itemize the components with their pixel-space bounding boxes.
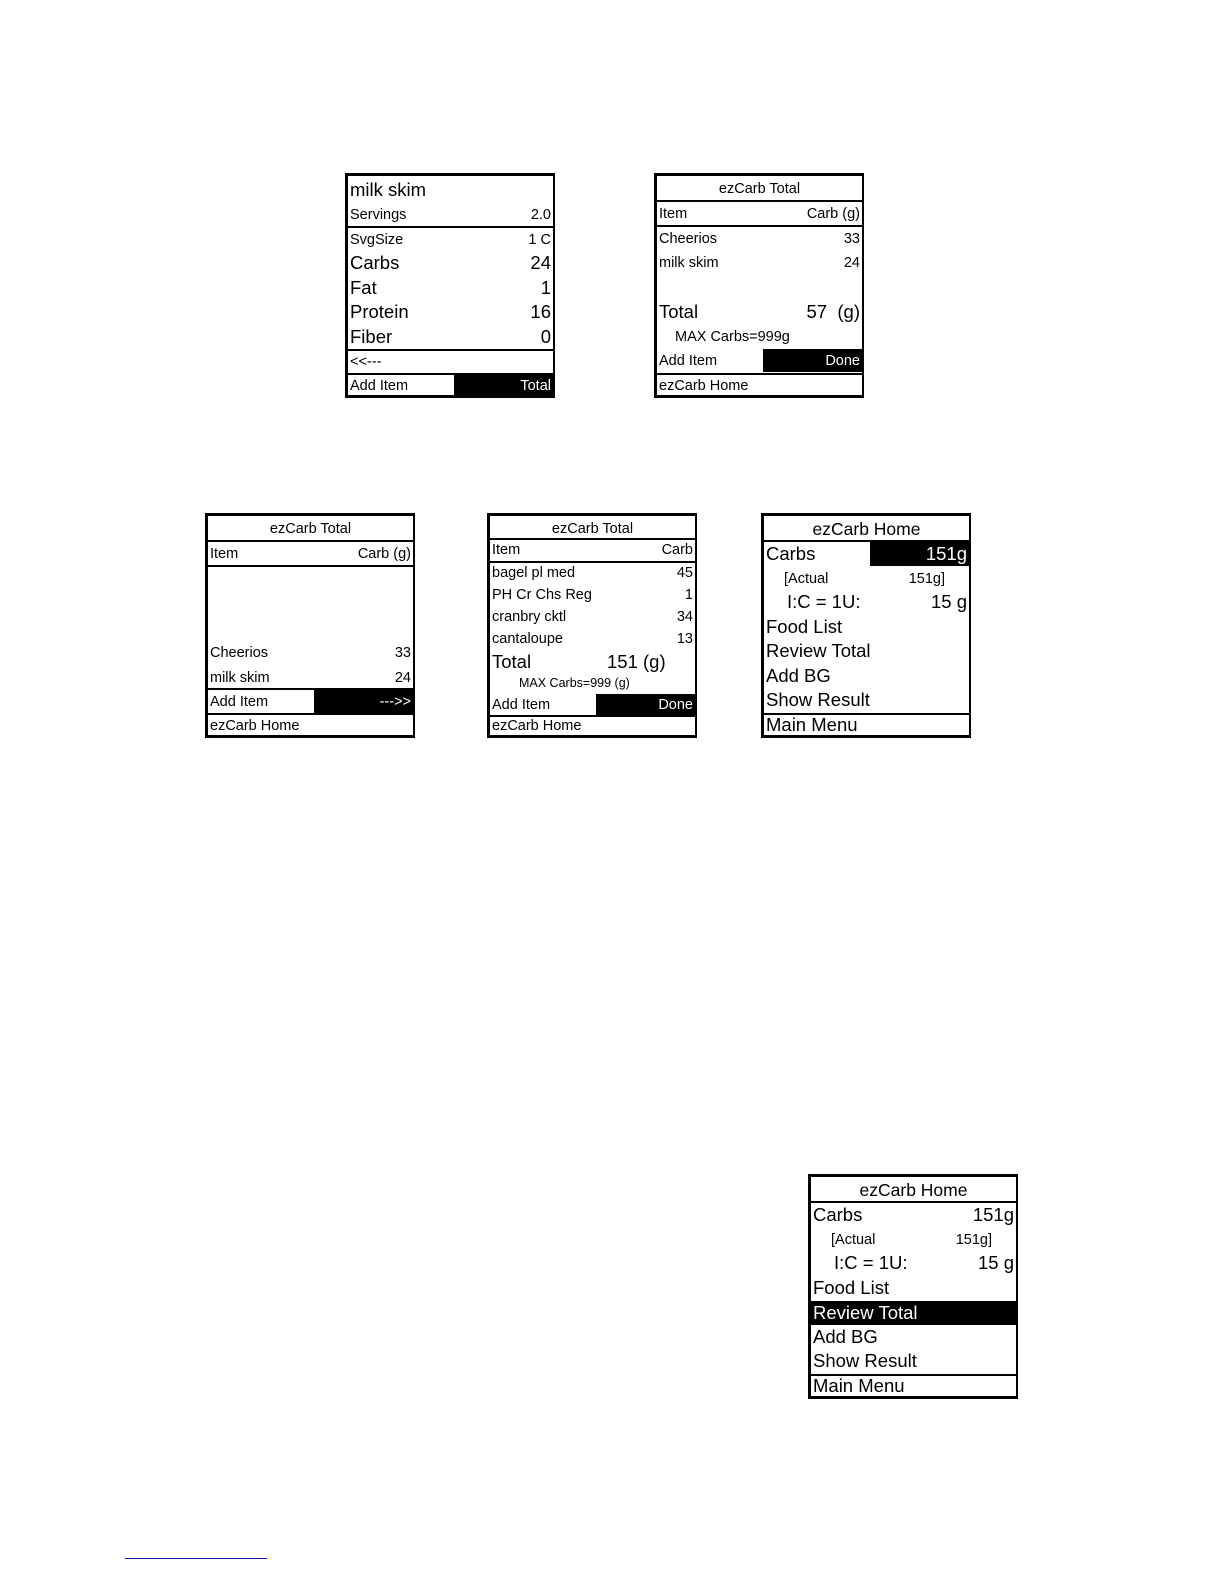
menu-item-show-result[interactable]: Show Result bbox=[766, 689, 870, 711]
done-softkey[interactable]: Done bbox=[763, 349, 862, 372]
carbs-row[interactable]: Carbs 151g bbox=[813, 1203, 1014, 1225]
total-value: 151 (g) bbox=[607, 650, 666, 672]
column-header: Item Carb (g) bbox=[659, 205, 860, 222]
list-item[interactable]: cantaloupe 13 bbox=[492, 630, 693, 647]
actual-carbs-row: [Actual 151g] bbox=[784, 570, 945, 587]
carbs-row[interactable]: Carbs 151g bbox=[766, 543, 967, 564]
menu-item-add-bg[interactable]: Add BG bbox=[766, 665, 831, 687]
home-button[interactable]: ezCarb Home bbox=[210, 717, 300, 734]
carb-total-screen bbox=[205, 513, 415, 738]
actual-carbs-row: [Actual 151g] bbox=[831, 1231, 992, 1248]
menu-item-review-total[interactable]: Review Total bbox=[766, 640, 871, 662]
food-detail-screen bbox=[345, 173, 555, 398]
carbs-value: 151g bbox=[870, 542, 969, 566]
softkey-bar bbox=[208, 690, 413, 713]
next-softkey[interactable]: --->> bbox=[314, 690, 413, 713]
list-item[interactable]: bagel pl med 45 bbox=[492, 564, 693, 581]
total-value: 57 bbox=[806, 300, 828, 322]
total-softkey[interactable]: Total bbox=[454, 375, 553, 396]
home-screen bbox=[808, 1174, 1018, 1399]
total-unit: (g) bbox=[837, 300, 860, 322]
divider bbox=[348, 226, 553, 228]
divider bbox=[657, 373, 862, 375]
main-menu-button[interactable]: Main Menu bbox=[766, 714, 858, 736]
list-item[interactable]: milk skim 24 bbox=[659, 254, 860, 271]
list-item[interactable]: Cheerios 33 bbox=[659, 230, 860, 247]
menu-item-food-list[interactable]: Food List bbox=[813, 1277, 890, 1299]
back-button[interactable]: <<--- bbox=[350, 353, 382, 370]
menu-item-food-list[interactable]: Food List bbox=[766, 616, 843, 638]
protein-row: Protein 16 bbox=[350, 301, 551, 323]
column-header: Item Carb (g) bbox=[210, 545, 411, 562]
screen-title: ezCarb Total bbox=[269, 521, 352, 538]
list-item[interactable]: Cheerios 33 bbox=[210, 644, 411, 661]
divider bbox=[490, 538, 695, 540]
divider bbox=[657, 225, 862, 227]
screen-title: ezCarb Home bbox=[812, 519, 921, 540]
screen-title: ezCarb Total bbox=[718, 181, 801, 198]
add-item-softkey[interactable]: Add Item bbox=[659, 352, 718, 369]
done-softkey[interactable]: Done bbox=[596, 694, 695, 715]
add-item-softkey[interactable]: Add Item bbox=[210, 693, 269, 710]
main-menu-button[interactable]: Main Menu bbox=[813, 1375, 905, 1397]
food-title: milk skim bbox=[350, 178, 427, 200]
ic-ratio-row: I:C = 1U: 15 g bbox=[787, 591, 967, 613]
fiber-row: Fiber 0 bbox=[350, 326, 551, 348]
screen-title: ezCarb Home bbox=[859, 1180, 968, 1201]
divider bbox=[348, 349, 553, 351]
ic-ratio-row: I:C = 1U: 15 g bbox=[834, 1252, 1014, 1274]
divider bbox=[208, 713, 413, 715]
list-item[interactable]: PH Cr Chs Reg 1 bbox=[492, 586, 693, 603]
footnote-separator bbox=[125, 1558, 267, 1559]
softkey-bar bbox=[348, 375, 553, 396]
list-item[interactable]: milk skim 24 bbox=[210, 669, 411, 686]
column-header: Item Carb bbox=[492, 542, 693, 559]
menu-item-add-bg[interactable]: Add BG bbox=[813, 1326, 878, 1348]
total-row: Total 151 (g) bbox=[492, 650, 666, 672]
home-button[interactable]: ezCarb Home bbox=[492, 718, 582, 735]
fat-row: Fat 1 bbox=[350, 277, 551, 299]
add-item-softkey[interactable]: Add Item bbox=[492, 696, 551, 713]
screen-title: ezCarb Total bbox=[551, 520, 634, 537]
softkey-bar bbox=[490, 694, 695, 715]
home-screen bbox=[761, 513, 971, 738]
list-item[interactable]: cranbry cktl 34 bbox=[492, 608, 693, 625]
carb-total-screen bbox=[654, 173, 864, 398]
max-carbs-label: MAX Carbs=999 (g) bbox=[519, 675, 630, 690]
servings-row[interactable]: Servings 2.0 bbox=[350, 206, 551, 223]
softkey-bar bbox=[657, 349, 862, 372]
divider bbox=[657, 200, 862, 202]
carb-total-screen bbox=[487, 513, 697, 738]
divider bbox=[208, 540, 413, 542]
total-row: Total 57 (g) bbox=[659, 300, 860, 322]
add-item-softkey[interactable]: Add Item bbox=[350, 377, 409, 394]
max-carbs-label: MAX Carbs=999g bbox=[675, 328, 790, 345]
menu-item-review-total[interactable]: Review Total bbox=[811, 1301, 1016, 1325]
svgsize-row: SvgSize 1 C bbox=[350, 231, 551, 248]
carbs-row: Carbs 24 bbox=[350, 252, 551, 274]
home-button[interactable]: ezCarb Home bbox=[659, 377, 749, 394]
divider bbox=[208, 565, 413, 567]
menu-item-show-result[interactable]: Show Result bbox=[813, 1350, 917, 1372]
